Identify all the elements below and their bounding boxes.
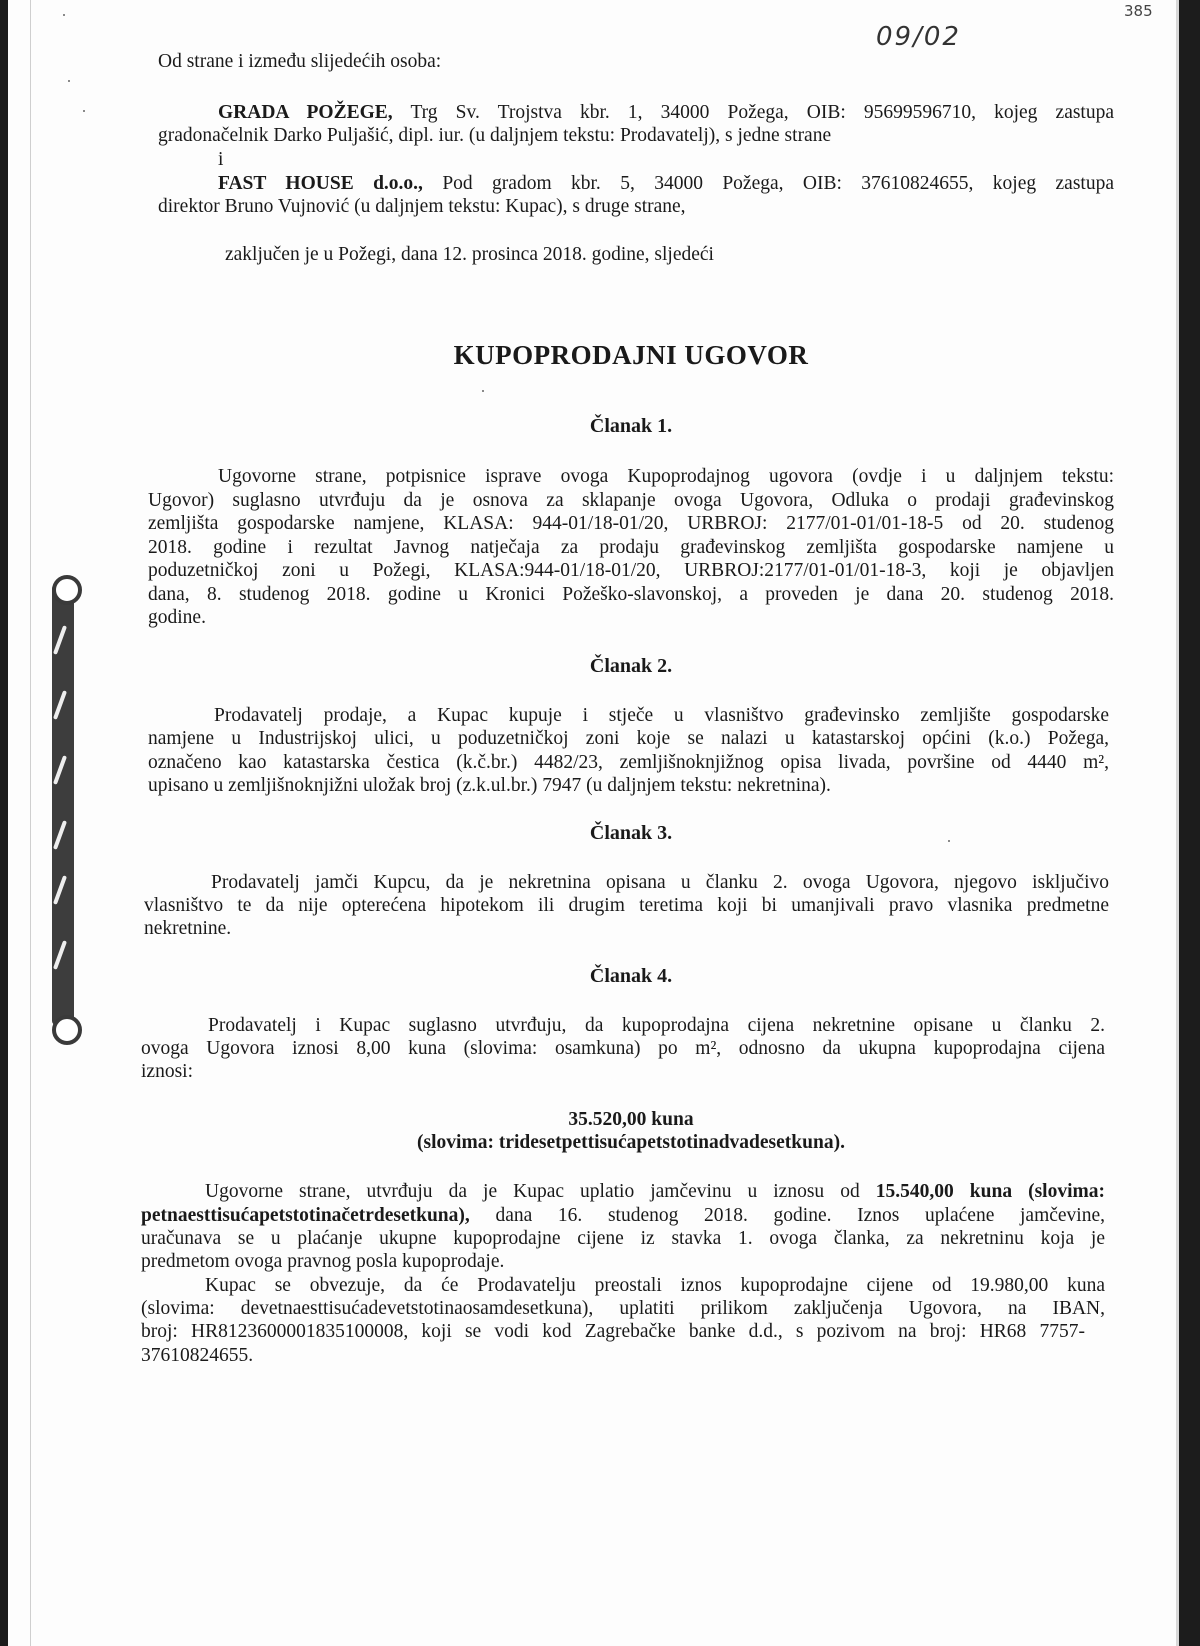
deposit-line2: petnaesttisućapetstotinačetrdesetkuna), dana 16. studenog 2018. godine. Iznos uplaćene jamčevine,: [141, 1205, 1106, 1226]
binder-spine: [52, 585, 74, 1025]
total-amount: 35.520,00 kuna: [568, 1109, 694, 1130]
party1-line2: gradonačelnik Darko Puljašić, dipl. iur. (u daljnjem tekstu: Prodavatelj), s jedne strane: [158, 125, 832, 146]
remaining-line2: (slovima: devetnaesttisućadevetstotinaosamdesetkuna), uplatiti prilikom zaključenja Ugovora, na IBAN,: [141, 1298, 1105, 1319]
deposit-amount: 15.540,00 kuna (slovima:: [875, 1181, 1106, 1202]
connector-i: i: [218, 149, 224, 170]
total-amount-words: (slovima: tridesetpettisućapetstotinadvadesetkuna).: [417, 1132, 845, 1153]
deposit-line4: predmetom ovoga pravnog posla kupoprodaje.: [141, 1251, 505, 1272]
concluded-text: zaključen je u Požegi, dana 12. prosinca 2018. godine, sljedeći: [225, 244, 714, 265]
scanned-page: 385 09/02 Od strane i između slijedećih osoba: GRADA POŽEGE, Trg Sv. Trojstva kbr. 1, 34000 Požega, OIB: 95699596710, kojeg zastupa gradonačelnik Darko Puljašić, dipl. iur. (u daljnjem tekstu: Prodavatelj), s jedne strane i FAST HOUSE d.o.o., Pod gradom kbr. 5, 34000 Požega, OIB: 37610824655, kojeg zastupa direktor Bruno Vujnović (u daljnjem tekstu: Kupac), s druge strane, zaključen je u Požegi, dana 12. prosinca 2018. godine, sljedeći KUPOPRODAJNI UGOVOR Članak 1. Ugovorne strane, potpisnice isprave ovoga Kupoprodajnog ugovora (ovdje i u daljnjem tekstu: Ugovor) suglasno utvrđuju da je osnova za sklapanje ovoga Ugovora, Odluka o prodaji građevinskog zemljišta gospodarske namjene, KLASA: 944-01/18-01/20, URBROJ: 2177/01-01/01-18-5 od 20. studenog 2018. godine i rezultat Javnog natječaja za prodaju građevinskog zemljišta gospodarske namjene u poduzetničkoj zoni u Požegi, KLASA:944-01/18-01/20, URBROJ:2177/01-01/01-18-3, koji je objavljen dana, 8. studenog 2018. godine u Kronici Požeško-slavonskoj, a proveden je dana 20. studenog 2018. godine. Članak 2. Prodavatelj prodaje, a Kupac kupuje i stječe u vlasništvo građevinsko zemljište gospodarske namjene u Industrijskoj ulici, u poduzetničkoj zoni koje se nalazi u katastarskoj općini (k.o.) Požega, označeno kao katastarska čestica (k.č.br.) 4482/23, zemljišnoknjižnog opisa livada, površine od 4440 m², upisano u zemljišnoknjižni uložak broj (z.k.ul.br.) 7947 (u daljnjem tekstu: nekretnina). Članak 3. Prodavatelj jamči Kupcu, da je nekretnina opisana u članku 2. ovoga Ugovora, njegovo isključivo vlasništvo te da nije opterećena hipotekom ili drugim teretima koji bi umanjivali pravo vlasnika predmetne nekretnine. Članak 4. Prodavatelj i Kupac suglasno utvrđuju, da kupoprodajna cijena nekretnine opisane u članku 2. ovoga Ugovora iznosi 8,00 kuna (slovima: osamkuna) po m², odnosno da ukupna kupoprodajna cijena iznosi: 35.520,00 kuna (slovima: tridesetpettisućapetstotinadvadesetkuna). Ugovorne strane, utvrđuju da je Kupac uplatio jamčevinu u iznosu od 15.540,00 kuna (slovima: petnaesttisućapetstotinačetrdesetkuna), dana 16. studenog 2018. godine. Iznos uplaćene jamčevine, uračunava se u plaćanje ukupne kupoprodajne cijene iz stavka 1. ovoga članka, za nekretninu koja je predmetom ovoga pravnog posla kupoprodaje. Kupac se obvezuje, da će Prodavatelju preostali iznos kupoprodajne cijene od 19.980,00 kuna (slovima: devetnaesttisućadevetstotinaosamdesetkuna), uplatiti prilikom zaključenja Ugovora, na IBAN, broj: HR8123600001835100008, koji se vodi kod Zagrebačke banke d.d., s pozivom na broj: HR68 7757- 37610824655.: [8, 0, 1179, 1646]
remaining-line3: broj: HR8123600001835100008, koji se vodi kod Zagrebačke banke d.d., s pozivom na broj: HR68 7757-: [141, 1321, 1085, 1342]
deposit-line1: Ugovorne strane, utvrđuju da je Kupac uplatio jamčevinu u iznosu od 15.540,00 kuna (slovima:: [205, 1181, 1106, 1202]
page-number-stamp: 385: [1124, 2, 1153, 20]
article-2-heading: Članak 2.: [589, 655, 673, 677]
binder-ring-top: [52, 575, 82, 605]
deposit-line3: uračunava se u plaćanje ukupne kupoprodajne cijene iz stavka 1. ovoga članka, za nekretninu koja je: [141, 1228, 1105, 1249]
article-1-heading: Članak 1.: [589, 415, 673, 437]
article-4-heading: Članak 4.: [589, 965, 673, 987]
intro-text: Od strane i između slijedećih osoba:: [158, 51, 442, 72]
party1-name: GRADA POŽEGE,: [218, 102, 393, 123]
party2-line2: direktor Bruno Vujnović (u daljnjem tekstu: Kupac), s druge strane,: [158, 196, 686, 217]
remaining-line4: 37610824655.: [141, 1345, 254, 1366]
binder-ring-bottom: [52, 1015, 82, 1045]
article-3-heading: Članak 3.: [589, 822, 673, 844]
handwritten-number: 09/02: [876, 22, 961, 52]
party1-line1: GRADA POŽEGE, Trg Sv. Trojstva kbr. 1, 34000 Požega, OIB: 95699596710, kojeg zastupa: [218, 102, 1115, 123]
document-title: KUPOPRODAJNI UGOVOR: [453, 340, 809, 370]
party2-line1: FAST HOUSE d.o.o., Pod gradom kbr. 5, 34000 Požega, OIB: 37610824655, kojeg zastupa: [218, 173, 1114, 194]
party2-name: FAST HOUSE d.o.o.,: [218, 173, 423, 194]
remaining-line1: Kupac se obvezuje, da će Prodavatelju preostali iznos kupoprodajne cijene od 19.980,00 kuna: [205, 1275, 1105, 1296]
